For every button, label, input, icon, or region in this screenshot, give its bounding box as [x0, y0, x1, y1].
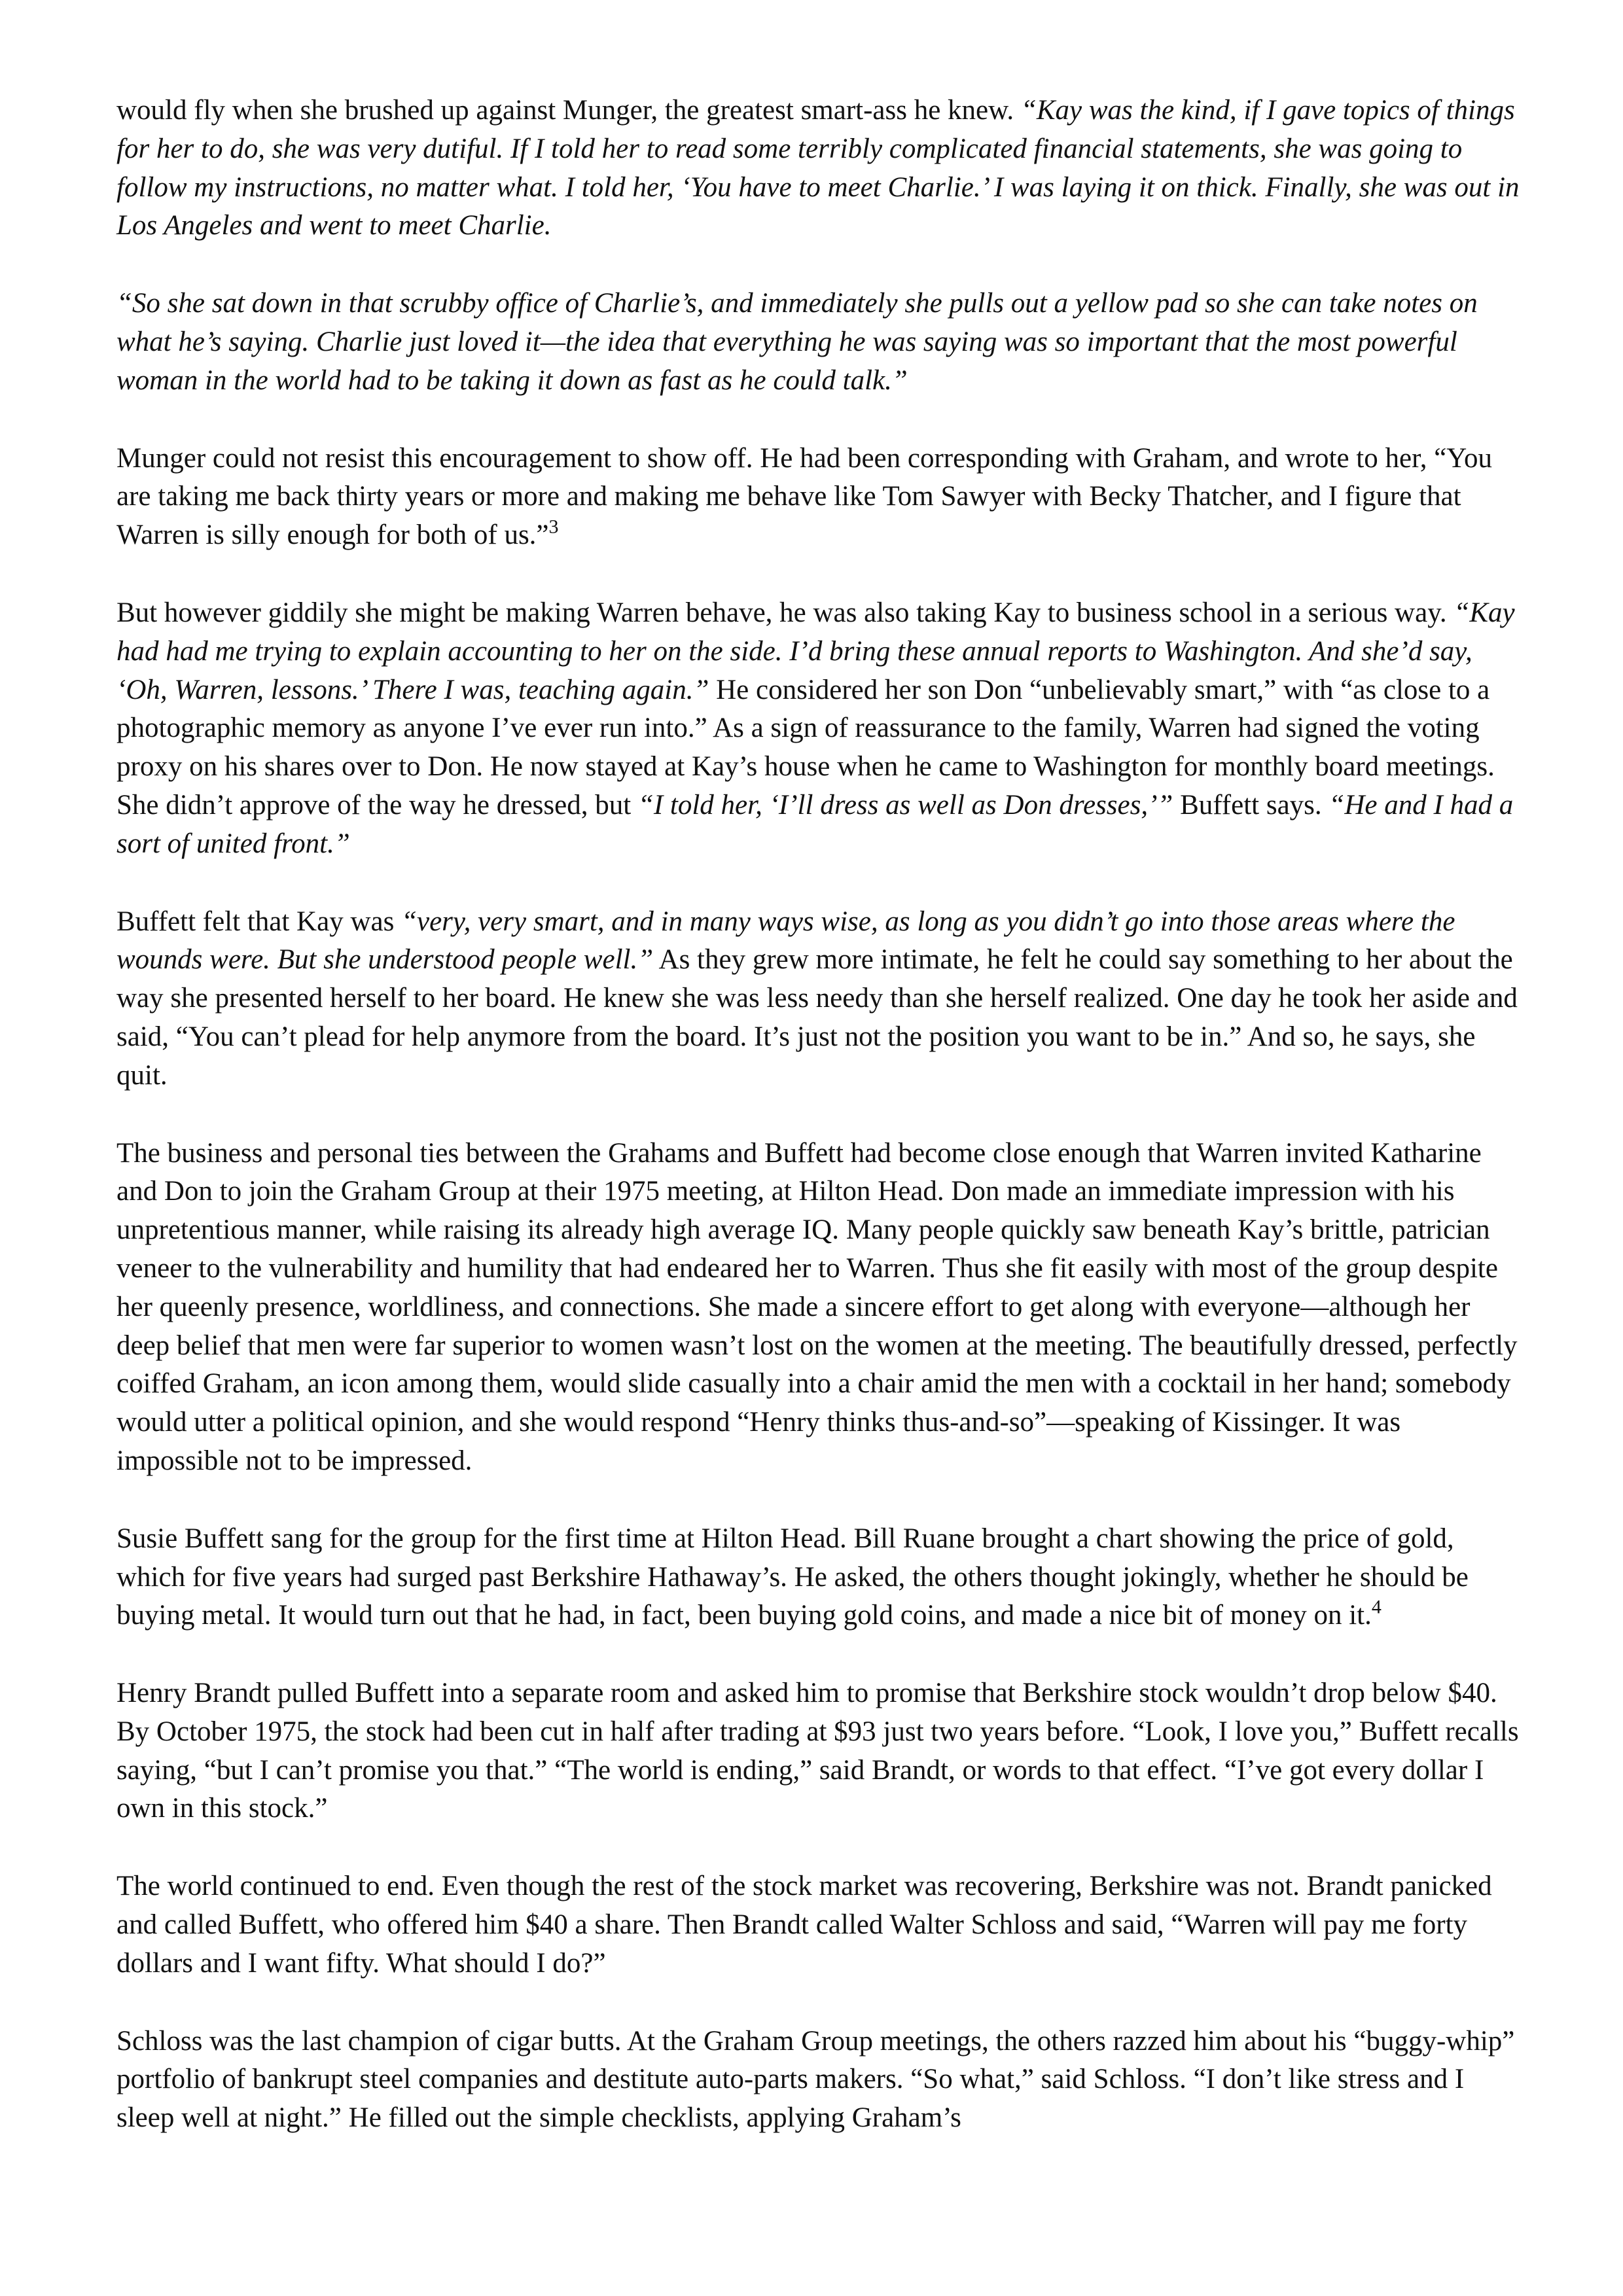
paragraph-schloss — [116, 2022, 1524, 2138]
paragraph-munger-letter — [116, 440, 1524, 555]
paragraph-kay-and-munger — [116, 92, 1524, 245]
italic-quote: “Kay was the kind, if I gave topics of things for her to do, she was very dutiful. If I told her to read some terribly complicated financial statements, she was going to follow my instructions, no matter what. I told her, ‘You have to meet Charlie.’ I was laying it on thick. Finally, she was out in Los Angeles and went to meet Charlie. — [116, 95, 1520, 241]
text-run: Susie Buffett sang for the group for the first time at Hilton Head. Bill Ruane brought a chart showing the price of gold, which for five years had surged past Berkshire Hathaway’s. He asked, the others thought jokingly, whether he should be buying metal. It would turn out that he had, in fact, been buying gold coins, and made a nice bit of money on it. — [116, 1523, 1469, 1631]
text-run: As they grew more intimate, he felt he could say something to her about the way she presented herself to her board. He knew she was less needy than she herself realized. One day he took her aside and said, “You can’t plead for help anymore from the board. It’s just not the position you want to be in.” And so, he says, she quit. — [116, 944, 1518, 1091]
text-run: Buffett says. — [1173, 789, 1329, 821]
italic-quote: “I told her, ‘I’ll dress as well as Don dresses,’” — [637, 789, 1173, 821]
paragraph-henry-brandt — [116, 1674, 1524, 1828]
paragraph-business-school — [116, 594, 1524, 864]
text-run: He considered her son Don “unbelievably smart,” with “as close to a photographic memory as anyone I’ve ever run into.” As a sign of reassurance to the family, Warren had signed the voting proxy on his shares over to Don. He now stayed at Kay’s house when he came to Washington for monthly board meetings. She didn’t approve of the way he dressed, but — [116, 674, 1495, 821]
text-run: The world continued to end. Even though the rest of the stock market was recovering, Berkshire was not. Brandt panicked and called Buffett, who offered him $40 a share. Then Brandt called Walter Schloss and said, “Warren will pay me forty dollars and I want fifty. What should I do?” — [116, 1871, 1492, 1979]
italic-quote: “So she sat down in that scrubby office of Charlie’s, and immediately she pulls out a yellow pad so she can take notes on what he’s saying. Charlie just loved it—the idea that everything he was saying was so important that the most powerful woman in the world had to be taking it down as fast as he could talk.” — [116, 288, 1478, 396]
paragraph-yellow-pad-quote — [116, 285, 1524, 400]
text-run: Munger could not resist this encouragement to show off. He had been corresponding with Graham, and wrote to her, “You are taking me back thirty years or more and making me behave like Tom Sawyer with Becky Thatcher, and I figure that Warren is silly enough for both of us.” — [116, 442, 1493, 551]
paragraph-world-continued — [116, 1867, 1524, 1983]
document-page — [116, 92, 1524, 2138]
paragraph-hilton-head-gold — [116, 1520, 1524, 1635]
italic-quote: “He and I had a sort of united front.” — [116, 789, 1514, 859]
italic-quote: “very, very smart, and in many ways wise, as long as you didn’t go into those areas where the wounds were. But she understood people well.” — [116, 906, 1455, 976]
text-run: But however giddily she might be making Warren behave, he was also taking Kay to business school in a serious way. — [116, 597, 1454, 628]
footnote-ref: 4 — [1371, 1596, 1382, 1618]
text-run: Schloss was the last champion of cigar butts. At the Graham Group meetings, the others razzed him about his “buggy-whip” portfolio of bankrupt steel companies and destitute auto-parts makers. “So what,” said Schloss. “I don’t like stress and I sleep well at night.” He filled out the simple checklists, applying Graham’s — [116, 2025, 1515, 2134]
paragraph-graham-group-1975 — [116, 1135, 1524, 1481]
text-run: Henry Brandt pulled Buffett into a separate room and asked him to promise that Berkshire stock wouldn’t drop below $40. By October 1975, the stock had been cut in half after trading at $93 just two years before. “Look, I love you,” Buffett recalls saying, “but I can’t promise you that.” “The world is ending,” said Brandt, or words to that effect. “I’ve got every dollar I own in this stock.” — [116, 1678, 1519, 1824]
text-run: The business and personal ties between the Grahams and Buffett had become close enough that Warren invited Katharine and Don to join the Graham Group at their 1975 meeting, at Hilton Head. Don made an immediate impression with his unpretentious manner, while raising its already high average IQ. Many people quickly saw beneath Kay’s brittle, patrician veneer to the vulnerability and humility that had endeared her to Warren. Thus she fit easily with most of the group despite her queenly presence, worldliness, and connections. She made a sincere effort to get along with everyone—although her deep belief that men were far superior to women wasn’t lost on the women at the meeting. The beautifully dressed, perfectly coiffed Graham, an icon among them, would slide casually into a chair amid the men with a cocktail in her hand; somebody would utter a political opinion, and she would respond “Henry thinks thus-and-so”—speaking of Kissinger. It was impossible not to be impressed. — [116, 1137, 1518, 1476]
footnote-ref: 3 — [548, 516, 559, 538]
text-run: would fly when she brushed up against Munger, the greatest smart-ass he knew. — [116, 95, 1021, 126]
italic-quote: “Kay had had me trying to explain accounting to her on the side. I’d bring these annual reports to Washington. And she’d say, ‘Oh, Warren, lessons.’ There I was, teaching again.” — [116, 597, 1515, 705]
paragraph-kay-board — [116, 903, 1524, 1095]
text-run: Buffett felt that Kay was — [116, 906, 402, 937]
